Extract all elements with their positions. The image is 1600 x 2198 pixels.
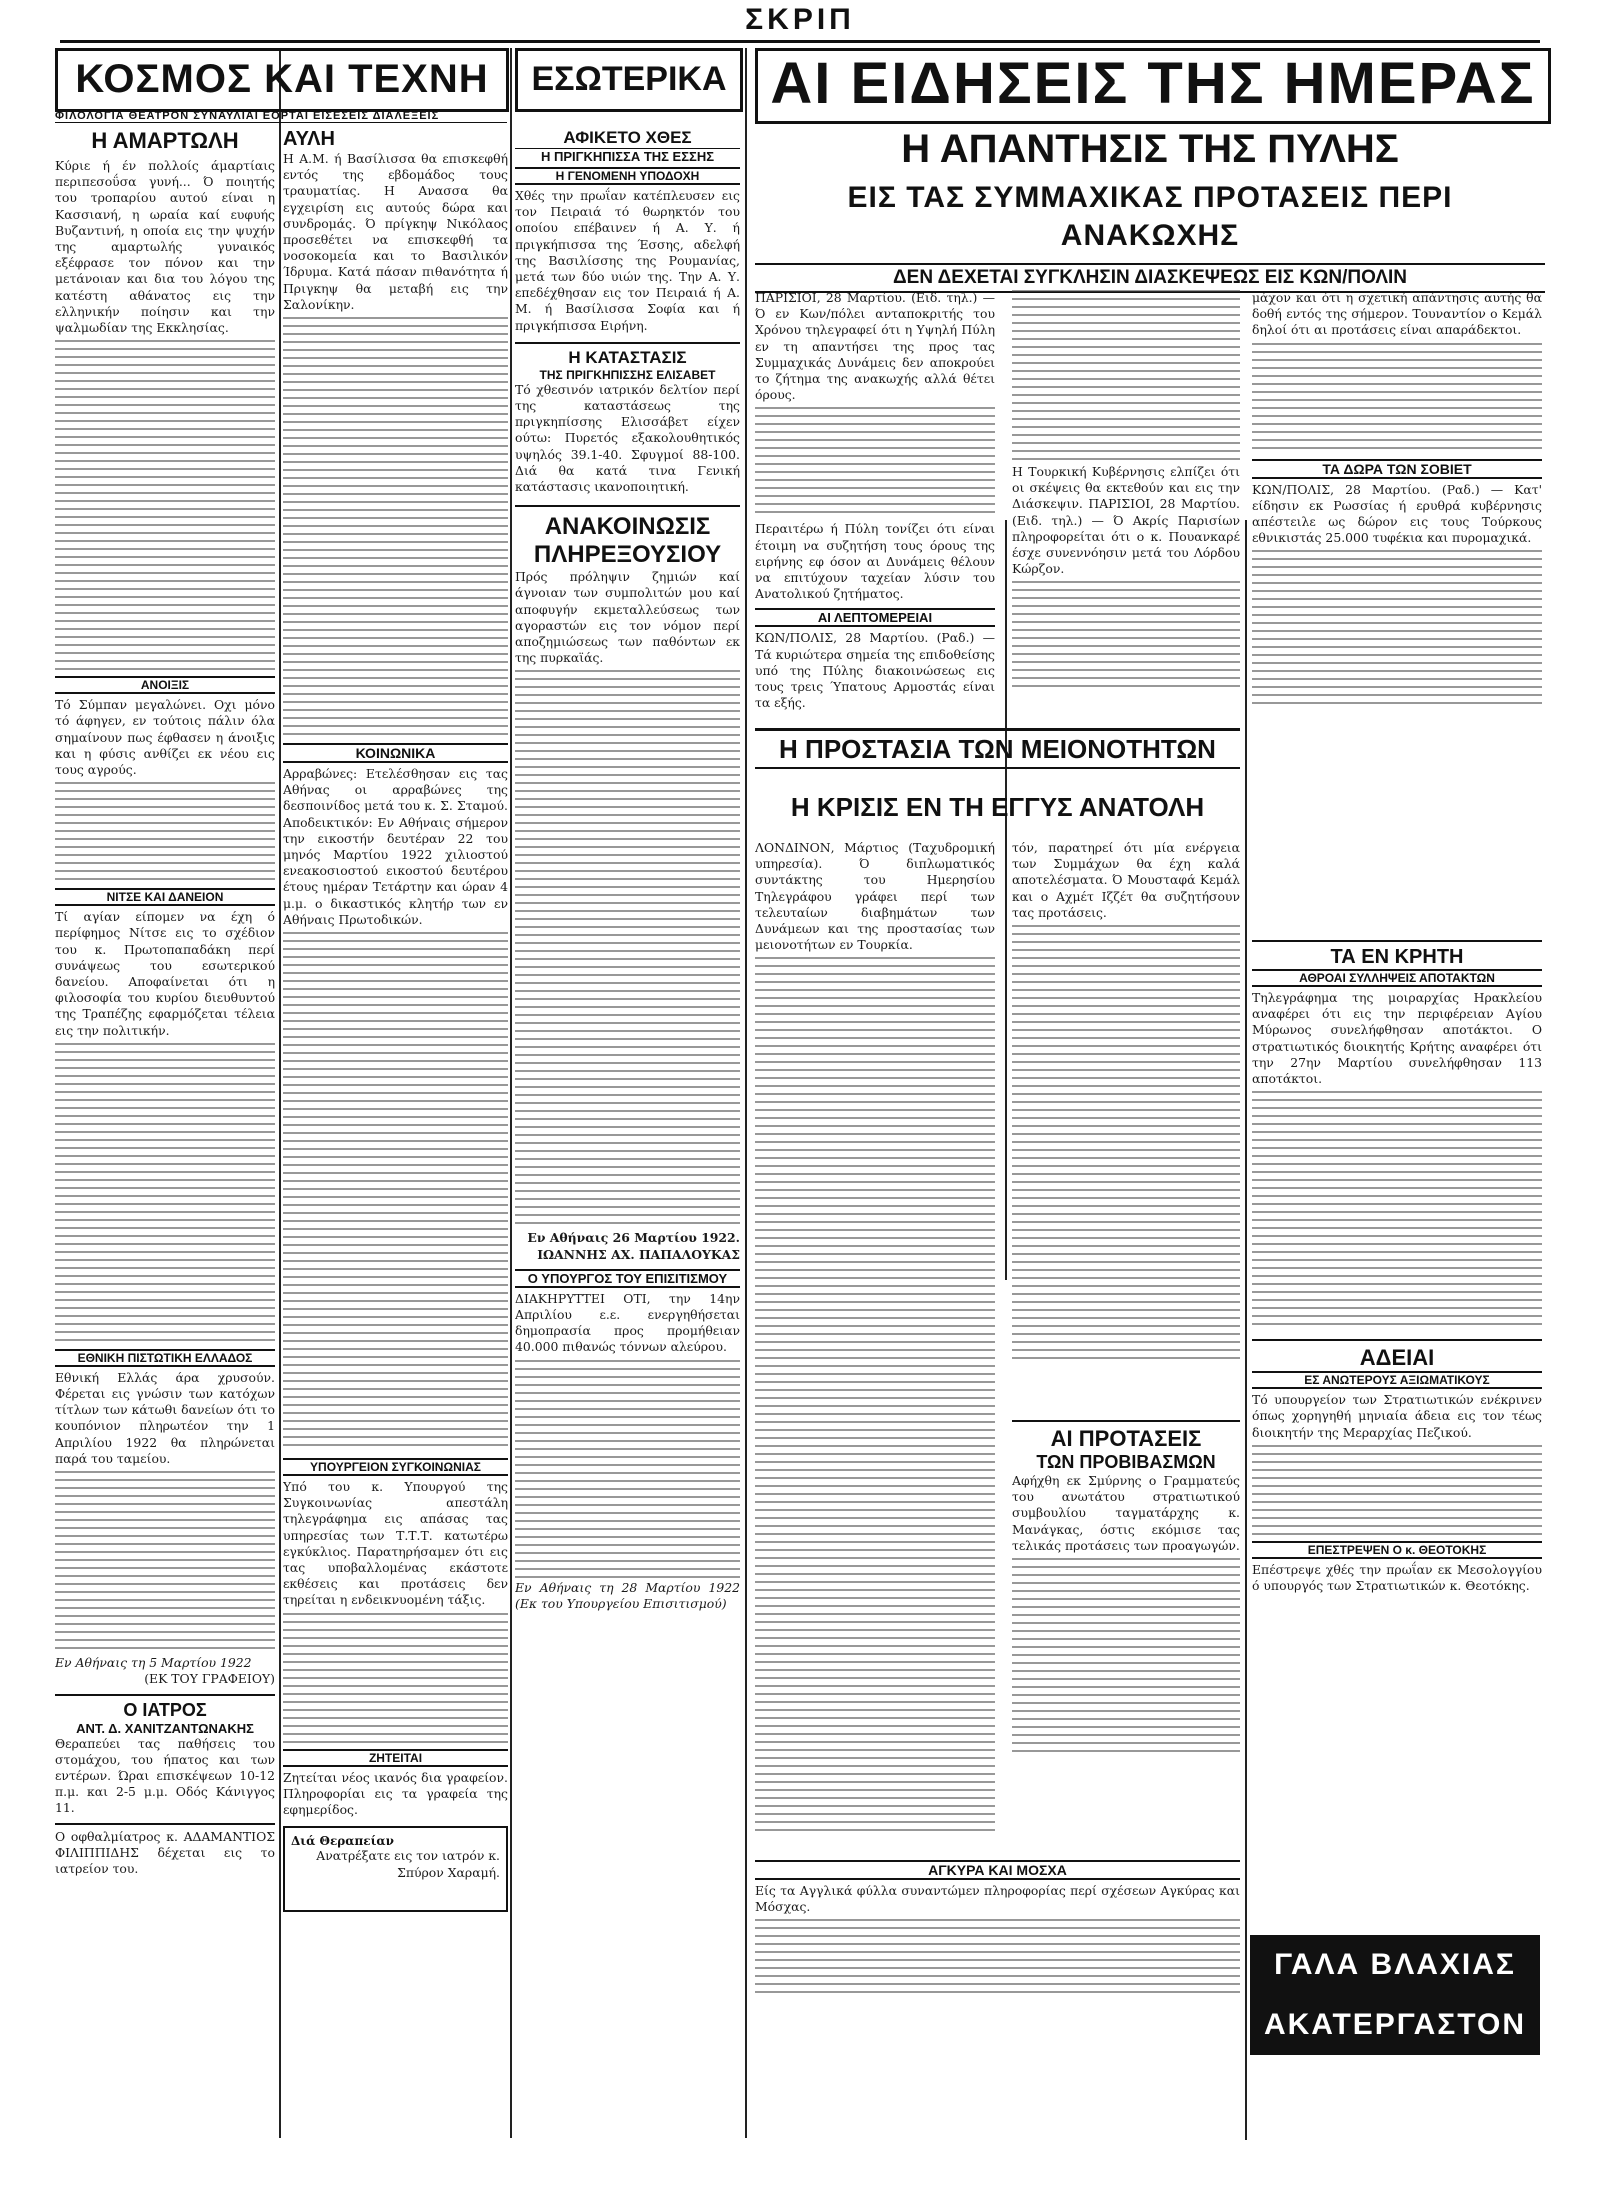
- column-3: [515, 128, 740, 2168]
- article-title: ΑΦΙΚΕΤΟ ΧΘΕΣ: [563, 128, 692, 147]
- section-kicker: ΦΙΛΟΛΟΓΙΑ ΘΕΑΤΡΟΝ ΣΥΝΑΥΛΙΑΙ ΕΟΡΤΑΙ ΕΙΣΕΣΕΙΣ ΔΙΑΛΕΞΕΙΣ: [55, 110, 507, 123]
- article-subtitle: Η ΠΡΙΓΚΗΠΙΣΣΑ ΤΗΣ ΕΣΣΗΣ: [515, 148, 740, 164]
- news-subheading-2: ΑΘΡΟΑΙ ΣΥΛΛΗΨΕΙΣ ΑΠΟΤΑΚΤΩΝ: [1252, 969, 1542, 987]
- article-body-continuation: [55, 340, 275, 670]
- news-subheading-2: ΤΩΝ ΠΡΟΒΙΒΑΣΜΩΝ: [1036, 1452, 1216, 1472]
- news-subheading: ΑΙ ΛΕΠΤΟΜΕΡΕΙΑΙ: [755, 608, 995, 627]
- news-body-continuation: [755, 407, 995, 517]
- news-body: Τηλεγράφημα της μοιραρχίας Ηρακλείου αναφέρει ότι εις την περιφέρειαν Αγίου Μύρωνος συνελήφθησαν αποτάκτοι. Ο στρατιωτικός διοικητής Κρήτης αναφέρει ότι την 27ην Μαρτίου συνελήφθησαν 113 αποτάκτοι.: [1252, 990, 1542, 1087]
- crisis-headline: Η ΚΡΙΣΙΣ ΕΝ ΤΗ ΕΓΓΥΣ ΑΝΑΤΟΛΗ: [790, 792, 1205, 822]
- ad-body: Ανατρέξατε εις τον ιατρόν κ. Σπύρον Χαραμή.: [316, 1848, 500, 1880]
- news-subheading: ΑΔΕΙΑΙ: [1252, 1339, 1542, 1371]
- news-body-continuation: [1012, 581, 1240, 691]
- notice-body: ΔΙΑΚΗΡΥΤΤΕΙ ΟΤΙ, την 14ην Απριλίου ε.ε. ενεργηθήσεται δημοπρασία προς προμήθειαν 40.000 πιθανώς τόννων αλεύρου.: [515, 1290, 740, 1355]
- news-body: ΚΩΝ/ΠΟΛΙΣ, 28 Μαρτίου. (Ραδ.) — Τά κυριώτερα σημεία της επιδοθείσης υπό της Πύλης διακοινώσεως εις τους τρεις Ύπατους Αρμοστάς είναι τα εξής.: [755, 630, 995, 710]
- article-title: Η ΑΜΑΡΤΩΛΗ: [91, 128, 239, 153]
- notice-body: Εθνική Ελλάς άρα χρυσούν. Φέρεται εις γνώσιν των κατόχων τίτλων των κάτωθι δανείων ότι το κουπόνιον πληρωτέον την 1 Απριλίου 1922 θα πληρώνεται παρά του ταμείου.: [55, 1369, 275, 1466]
- section-esoterika-header: ΕΣΩΤΕΡΙΚΑ: [515, 48, 743, 112]
- column-rule: [510, 48, 512, 2138]
- article-body: Τό χθεσινόν ιατρικόν δελτίον περί της καταστάσεως της πριγκηπίσσης Ελισσάβετ είχεν ούτω: Πυρετός εξακολουθητικός υψηλός 39.1-40. Σφυγμοί 88-100. Διά θα κατά τινα Γενική κατάστασις ικανοποιητική.: [515, 381, 740, 495]
- news-column: [1252, 290, 1542, 930]
- news-body: Αφήχθη εκ Σμύρνης ο Γραμματεύς του ανωτάτου στρατιωτικού συμβουλίου ταγματάρχης κ. Μανάγκας, όστις εκόμισε τας τελικάς προτάσεις των προαγωγών.: [1012, 1473, 1240, 1553]
- crisis-header: [755, 790, 1240, 824]
- ad-title: Διά Θεραπείαν: [291, 1834, 394, 1849]
- news-body-continuation: [755, 957, 995, 1837]
- news-column: [755, 290, 995, 710]
- masthead: [60, 0, 1540, 43]
- ad-milk-title: ΓΑΛΑ ΒΛΑΧΙΑΣ ΑΚΑΤΕΡΓΑΣΤΟΝ: [1263, 1948, 1527, 2041]
- article-body: Τό Σύμπαν μεγαλώνει. Οχι μόνο τό άφηγεν, εν τούτοις πάλιν όλα σημαίνουν πως έφθασεν η άνοιξις και η φύσις ανθίζει εκ νέου εις τους αγρούς.: [55, 697, 275, 778]
- news-subheading: ΑΓΚΥΡΑ ΚΑΙ ΜΟΣΧΑ: [755, 1860, 1240, 1880]
- news-body: Η Τουρκική Κυβέρνησις ελπίζει ότι οι σκέψεις θα εκτεθούν και εις την Διάσκεψιν. ΠΑΡΙΣΙΟΙ, 28 Μαρτίου. (Ειδ. τηλ.) — Ό Ακρίς Παρισίων πληροφορείται ότι ο κ. Πουανκαρέ έσχε συνεννόησιν μετά του Λόρδου Κώρζον.: [1012, 464, 1240, 577]
- notice-signature: Εν Αθήναις τη 28 Μαρτίου 1922 (Εκ του Υπουργείου Επισιτισμού): [515, 1579, 740, 1611]
- article-body: Αρραβώνες: Ετελέσθησαν εις τας Αθήνας οι αρραβώνες της δεσποινίδος μετά του κ. Σ. Σταμού. Αποδεικτικόν: Εν Αθήναις σήμερον την εικοστήν δευτέραν 22 του μηνός Μαρτίου 1922 χιλιοστού ενεακοσιοστού εικοστού δευτέρου έτους ημέραν Τετάρτην και ώραν 4 μ.μ. ο δικαστικός κλητήρ των εν Αθήναις Πρωτοδικών.: [283, 766, 508, 927]
- advertisement: [55, 1694, 275, 1817]
- article-subheading: ΝΙΤΣΕ ΚΑΙ ΔΑΝΕΙΟΝ: [55, 888, 275, 906]
- ad-name: ΑΝΤ. Δ. ΧΑΝΙΤΖΑΝΤΩΝΑΚΗΣ: [76, 1720, 254, 1736]
- article-subheading: ΖΗΤΕΙΤΑΙ: [283, 1749, 508, 1767]
- minorities-headline: Η ΠΡΟΣΤΑΣΙΑ ΤΩΝ ΜΕΙΟΝΟΤΗΤΩΝ: [779, 734, 1216, 764]
- column-2: [283, 128, 508, 2168]
- article-title: ΑΝΑΚΟΙΝΩΣΙΣ: [515, 505, 740, 541]
- column-1: [55, 128, 275, 2168]
- article-signature: Εν Αθήναις 26 Μαρτίου 1922. ΙΩΑΝΝΗΣ ΑΧ. ΠΑΠΑΛΟΥΚΑΣ: [527, 1230, 740, 1262]
- section-kosmos-header: ΚΟΣΜΟΣ ΚΑΙ ΤΕΧΝΗ: [55, 48, 509, 112]
- column-rule: [745, 48, 747, 2138]
- news-body: ΚΩΝ/ΠΟΛΙΣ, 28 Μαρτίου. (Ραδ.) — Κατ' είδησιν εκ Ρωσσίας ή ερυθρά κυβέρνησις απέστειλε ως δώρον εις τους Τούρκους εθνικιστάς 25.000 τυφέκια και πυρομαχικά.: [1252, 481, 1542, 546]
- news-body-continuation: [1252, 1091, 1542, 1331]
- article-body-continuation: [283, 1613, 508, 1743]
- notice-body-continuation: [515, 1360, 740, 1580]
- main-subheadline: ΕΙΣ ΤΑΣ ΣΥΜΜΑΧΙΚΑΣ ΠΡΟΤΑΣΕΙΣ ΠΕΡΙ ΑΝΑΚΩΧΗΣ: [847, 181, 1453, 252]
- advertisement-box: [283, 1826, 508, 1912]
- article-subheading: Ο ΥΠΟΥΡΓΟΣ ΤΟΥ ΕΠΙΣΙΤΙΣΜΟΥ: [515, 1269, 740, 1288]
- column-rule: [279, 48, 281, 2138]
- news-column: [1012, 840, 1240, 1400]
- ad-body: Θεραπεύει τας παθήσεις του στομάχου, του ήπατος και των εντέρων. Ώραι επισκέψεων 10-12 π.μ. και 2-5 μ.μ. Οδός Κάνιγγος 11.: [55, 1735, 275, 1816]
- ad-body: Ο οφθαλμίατρος κ. ΑΔΑΜΑΝΤΙΟΣ ΦΙΛΙΠΠΙΔΗΣ δέχεται εις το ιατρείον του.: [55, 1828, 275, 1876]
- article-body: Η Α.Μ. ή Βασίλισσα θα επισκεφθή εντός της εβδομάδος τους τραυματίας. Η Ανασσα θα εγχειρίση εις αυτούς δώρα και συνδρομάς. Ό πρίγκηψ Νικόλαος προσεθέτει να επισκεφθή τα νοσοκομεία και το Βασιλικόν Ίδρυμα. Κατά πάσαν πιθανότητα ή Πριγκηψ θα μεταβή εις την Σαλονίκην.: [283, 151, 508, 312]
- news-subheading-2: ΕΣ ΑΝΩΤΕΡΟΥΣ ΑΞΙΩΜΑΤΙΚΟΥΣ: [1252, 1371, 1542, 1389]
- news-body: ΠΑΡΙΣΙΟΙ, 28 Μαρτίου. (Ειδ. τηλ.) — Ό εν Κων/πόλει ανταποκριτής του Χρόνου τηλεγραφεί ότι η Υψηλή Πύλη εν τη απαντήσει της προς τας Συμμαχικάς Δυνάμεις δεν αποκρούει το ζήτημα της ανακωχής αλλά θέτει όρους.: [755, 290, 995, 403]
- masthead-title: ΣΚΡΙΠ: [745, 3, 855, 36]
- article-subheading: Η ΓΕΝΟΜΕΝΗ ΥΠΟΔΟΧΗ: [515, 167, 740, 185]
- article-subheading: ΑΝΟΙΞΙΣ: [55, 676, 275, 694]
- news-body: Επέστρεψε χθές την πρωΐαν εκ Μεσολογγίου ό υπουργός των Στρατιωτικών κ. Θεοτόκης.: [1252, 1561, 1542, 1594]
- article-body: Πρός πρόληψιν ζημιών καί άγνοιαν των συμπολιτών μου καί αποφυγήν εκμεταλλεύσεως των αγοραστών εις τον νόμον περί αποζημιώσεως των παθόντων εκ της πυρκαϊάς.: [515, 569, 740, 666]
- article-body-continuation: [283, 932, 508, 1452]
- article-subheading: ΕΘΝΙΚΗ ΠΙΣΤΩΤΙΚΗ ΕΛΛΑΔΟΣ: [55, 1349, 275, 1367]
- article-subheading: ΚΟΙΝΩΝΙΚΑ: [283, 743, 508, 763]
- main-headline: Η ΑΠΑΝΤΗΣΙΣ ΤΗΣ ΠΥΛΗΣ: [901, 127, 1399, 171]
- main-headline-block: [755, 125, 1545, 293]
- news-subheading: ΤΑ ΔΩΡΑ ΤΩΝ ΣΟΒΙΕΤ: [1252, 459, 1542, 479]
- article-body-continuation: [55, 1043, 275, 1343]
- article-title: Η ΚΑΤΑΣΤΑΣΙΣ: [515, 342, 740, 368]
- article-subheading: ΥΠΟΥΡΓΕΙΟΝ ΣΥΓΚΟΙΝΩΝΙΑΣ: [283, 1458, 508, 1476]
- news-body: Τό υπουργείον των Στρατιωτικών ενέκρινεν όπως χορηγηθή μηνιαία άδεια εις τον τέως διοικητήν της Μεραρχίας Πεζικού.: [1252, 1392, 1542, 1440]
- article-body-continuation: [515, 670, 740, 1230]
- notice-signature: (ΕΚ ΤΟΥ ΓΡΑΦΕΙΟΥ): [144, 1671, 275, 1687]
- column-rule: [1005, 520, 1007, 1280]
- article-body: Ζητείται νέος ικανός δια γραφείον. Πληροφορίαι εις τα γραφεία της εφημερίδος.: [283, 1769, 508, 1818]
- news-body-continuation: [1012, 290, 1240, 460]
- article-subtitle: ΤΗΣ ΠΡΙΓΚΗΠΙΣΣΗΣ ΕΛΙΣΑΒΕΤ: [539, 367, 716, 382]
- news-subheading: ΑΙ ΠΡΟΤΑΣΕΙΣ: [1012, 1420, 1240, 1452]
- news-body: τόν, παρατηρεί ότι μία ενέργεια των Συμμάχων θα έχη καλά αποτελέσματα. Ό Μουσταφά Κεμάλ και ο Αχμέτ Ιζζέτ θα συζητήσουν τας προτάσεις.: [1012, 840, 1240, 920]
- news-subheading: ΤΑ ΕΝ ΚΡΗΤΗ: [1252, 940, 1542, 969]
- news-column: [755, 840, 995, 1840]
- news-column: [1252, 940, 1542, 1930]
- news-body: Είς τα Αγγλικά φύλλα συναντώμεν πληροφορίας περί σχέσεων Αγκύρας και Μόσχας.: [755, 1883, 1240, 1915]
- main-deck: ΔΕΝ ΔΕΧΕΤΑΙ ΣΥΓΚΛΗΣΙΝ ΔΙΑΣΚΕΨΕΩΣ ΕΙΣ ΚΩΝ/ΠΟΛΙΝ: [755, 263, 1545, 293]
- article-title: ΑΥΛΗ: [283, 128, 335, 150]
- article-body: Χθές την πρωΐαν κατέπλευσεν εις τον Πειραιά τό θωρηκτόν του οποίου επέβαινεν ή Α. Υ. ή πριγκήπισσα της Έσσης, αδελφή της Βασιλίσσης της Ρουμανίας, μετά των δύο υιών της. Την Α. Υ. επεδέχθησαν εις τον Πειραιά ή Α. Μ. ή Βασίλισσα Σοφία και ή πριγκήπισσα Ειρήνη.: [515, 188, 740, 333]
- section-news-banner: ΑΙ ΕΙΔΗΣΕΙΣ ΤΗΣ ΗΜΕΡΑΣ: [755, 48, 1551, 124]
- article-body-continuation: [55, 782, 275, 882]
- news-body: ΛΟΝΔΙΝΟΝ, Μάρτιος (Ταχυδρομική υπηρεσία). Ό διπλωματικός συντάκτης του Ημερησίου Τηλεγράφου γράφει περί των τελευταίων διαβημάτων των Δυνάμεων και της προστασίας των μειονοτήτων εν Τουρκία.: [755, 840, 995, 953]
- news-subheading: ΕΠΕΣΤΡΕΨΕΝ Ο κ. ΘΕΟΤΟΚΗΣ: [1252, 1541, 1542, 1559]
- article-body: Κύριε ή έν πολλοίς άμαρτίαις περιπεσοΰσα γυνή... Ό ποιητής του τροπαρίου αυτού είναι η Κασσιανή, η ωραία καί ευφυής Βυζαντινή, η οποία εις την ψυχήν της αμαρτωλής γυναικός εξέφρασε τον πόνον και την μετάνοιαν και δια του λόγου της κατέστη αθάνατος εις την ελληνικήν ποίησιν και την ψαλμωδίαν της Εκκλησίας.: [55, 158, 275, 336]
- notice-body-continuation: [55, 1471, 275, 1651]
- news-body: μάχον και ότι η σχετική απάντησις αυτής θα δοθή εντός της σήμερον. Τουναντίον ο Κεμάλ δηλοί ότι αι προτάσεις είναι απαράδεκτοι.: [1252, 290, 1542, 338]
- news-body-continuation: [1252, 550, 1542, 710]
- news-body-continuation: [1012, 1558, 1240, 1758]
- news-body-continuation: [1012, 925, 1240, 1365]
- article-body: Υπό του κ. Υπουργού της Συγκοινωνίας απεστάλη τηλεγράφημα εις απάσας τας υπηρεσίας των Τ.Τ.Τ. κατωτέρω εγκύκλιος. Παρατηρήσαμεν ότι εις τας υποβαλλομένας εκάστοτε εκθέσεις και προτάσεις δεν τηρείται η ενδεικνυομένη τάξις.: [283, 1479, 508, 1608]
- news-body-continuation: [1252, 343, 1542, 453]
- column-rule: [1245, 520, 1247, 2140]
- notice-date: Εν Αθήναις τη 5 Μαρτίου 1922: [55, 1655, 252, 1671]
- minorities-header: [755, 728, 1240, 769]
- ad-title: Ο ΙΑΤΡΟΣ: [123, 1699, 207, 1720]
- advertisement-milk: [1250, 1935, 1540, 2055]
- advertisement: [55, 1823, 275, 1878]
- news-column: [1012, 290, 1240, 710]
- news-column: [755, 1860, 1240, 2140]
- article-body: Τί αγίαν είπομεν να έχη ό περίφημος Νίτσε εις το σχέδιον του κ. Πρωτοπαπαδάκη περί συνάψεως του εσωτερικού δανείου. Αποφαίνεται ότι η φιλοσοφία του κυρίου διευθυντού της Τραπέζης εφαρμόζεται τέλεια εις την πολιτικήν.: [55, 909, 275, 1038]
- article-subtitle: ΠΛΗΡΕΞΟΥΣΙΟΥ: [533, 541, 722, 569]
- news-body: Περαιτέρω ή Πύλη τονίζει ότι είναι έτοιμη να συζητήση τους όρους της ειρήνης εφ όσον αι Δυνάμεις θέλουν να επιτύχουν ταχείαν λύσιν του Ανατολικού ζητήματος.: [755, 521, 995, 602]
- article-body-continuation: [283, 317, 508, 737]
- news-body-continuation: [755, 1919, 1240, 1999]
- news-body-continuation: [1252, 1445, 1542, 1535]
